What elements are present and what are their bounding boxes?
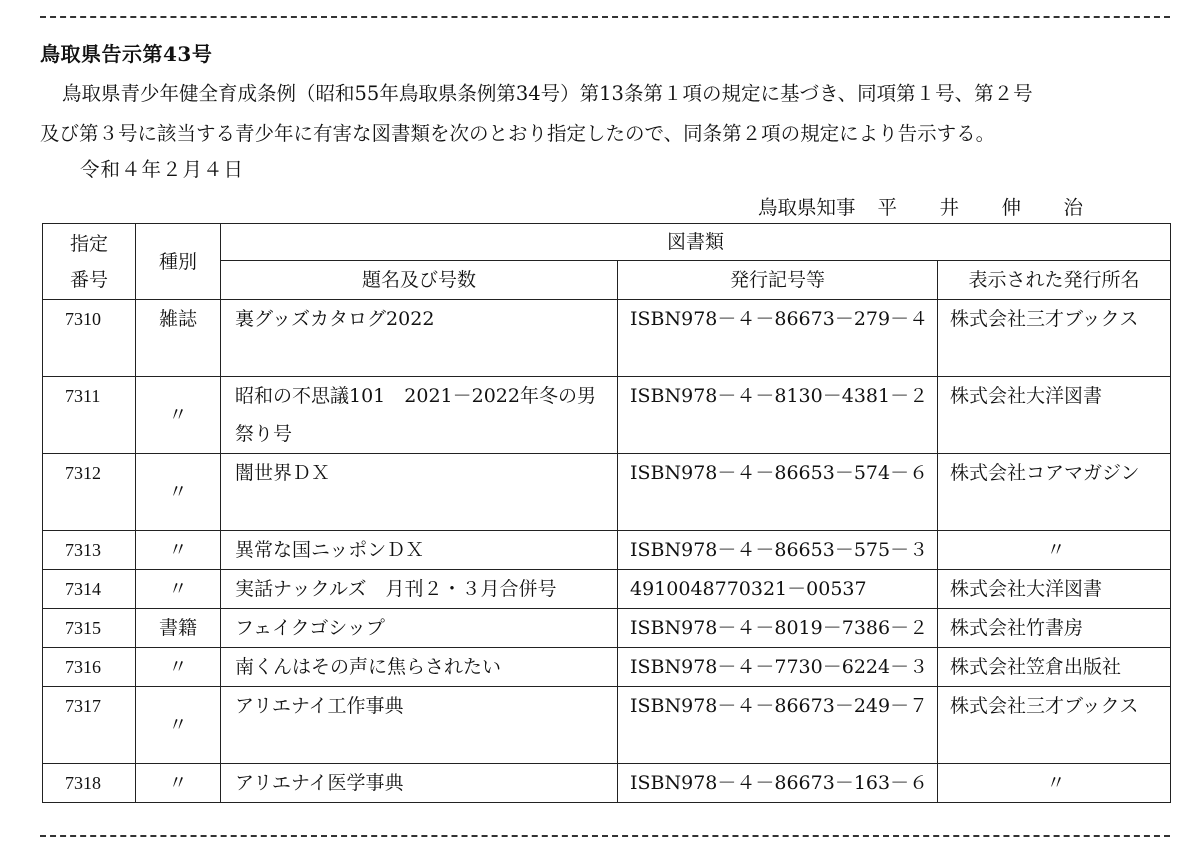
table-row xyxy=(43,764,1171,803)
cell-publisher: 株式会社三才ブックス xyxy=(938,300,1171,377)
cell-code: ISBN978－４－86673－163－６ xyxy=(618,764,938,803)
cell-kind: 〃 xyxy=(136,377,221,454)
cell-publisher: 株式会社三才ブックス xyxy=(938,687,1171,764)
cell-title: アリエナイ医学事典 xyxy=(221,764,618,803)
cell-title: 実話ナックルズ 月刊２・３月合併号 xyxy=(221,570,618,609)
cell-code: ISBN978－４－8019－7386－２ xyxy=(618,609,938,648)
cell-number: 7313 xyxy=(43,531,136,570)
header-designation-number xyxy=(43,224,136,300)
table-row xyxy=(43,300,1171,377)
cell-title: 昭和の不思議101 2021－2022年冬の男祭り号 xyxy=(221,377,618,454)
cell-number: 7310 xyxy=(43,300,136,377)
signer-name-char: 井 xyxy=(939,196,960,219)
signer-name-char: 治 xyxy=(1063,196,1084,219)
notice-body-line-2: 及び第３号に該当する青少年に有害な図書類を次のとおり指定したので、同条第２項の規定により告示する。 xyxy=(40,122,996,145)
cell-title: 闇世界ＤＸ xyxy=(221,454,618,531)
cell-code: ISBN978－４－8130－4381－２ xyxy=(618,377,938,454)
cell-publisher: 株式会社コアマガジン xyxy=(938,454,1171,531)
header-kind: 種別 xyxy=(136,224,221,300)
header-publisher: 表示された発行所名 xyxy=(938,261,1171,300)
signer-office: 鳥取県知事 xyxy=(758,196,856,219)
cell-code: ISBN978－４－7730－6224－３ xyxy=(618,648,938,687)
table-row xyxy=(43,609,1171,648)
header-number-line2: 番号 xyxy=(69,268,108,291)
table-row xyxy=(43,570,1171,609)
notice-title: 鳥取県告示第43号 xyxy=(40,42,213,66)
cell-code: ISBN978－４－86653－575－３ xyxy=(618,531,938,570)
cell-publisher: 株式会社竹書房 xyxy=(938,609,1171,648)
cell-code: ISBN978－４－86673－249－７ xyxy=(618,687,938,764)
header-title: 題名及び号数 xyxy=(221,261,618,300)
cell-title: アリエナイ工作事典 xyxy=(221,687,618,764)
cell-title: 異常な国ニッポンＤＸ xyxy=(221,531,618,570)
cell-kind: 〃 xyxy=(136,648,221,687)
table-row xyxy=(43,377,1171,454)
cell-publisher: 株式会社笠倉出版社 xyxy=(938,648,1171,687)
notice-date: 令和４年２月４日 xyxy=(80,158,245,181)
top-dashed-rule xyxy=(40,16,1170,18)
cell-publisher: 〃 xyxy=(938,531,1171,570)
designated-books-table xyxy=(42,223,1171,803)
signature-line xyxy=(758,192,1126,220)
cell-title: 南くんはその声に焦らされたい xyxy=(221,648,618,687)
cell-kind: 雑誌 xyxy=(136,300,221,377)
cell-number: 7312 xyxy=(43,454,136,531)
cell-number: 7318 xyxy=(43,764,136,803)
cell-publisher: 株式会社大洋図書 xyxy=(938,377,1171,454)
table-row xyxy=(43,531,1171,570)
cell-kind: 書籍 xyxy=(136,609,221,648)
table-row xyxy=(43,687,1171,764)
signer-name-char: 伸 xyxy=(1001,196,1022,219)
cell-kind: 〃 xyxy=(136,531,221,570)
notice-body-line-1: 鳥取県青少年健全育成条例（昭和55年鳥取県条例第34号）第13条第１項の規定に基づき、同項第１号、第２号 xyxy=(62,82,1033,105)
cell-number: 7315 xyxy=(43,609,136,648)
table-row xyxy=(43,648,1171,687)
cell-publisher: 株式会社大洋図書 xyxy=(938,570,1171,609)
cell-code: ISBN978－４－86653－574－６ xyxy=(618,454,938,531)
bottom-dashed-rule xyxy=(40,835,1170,837)
cell-kind: 〃 xyxy=(136,570,221,609)
header-code: 発行記号等 xyxy=(618,261,938,300)
header-number-line1: 指定 xyxy=(69,232,108,255)
cell-kind: 〃 xyxy=(136,687,221,764)
table-row xyxy=(43,454,1171,531)
cell-kind: 〃 xyxy=(136,454,221,531)
cell-title: 裏グッズカタログ2022 xyxy=(221,300,618,377)
cell-number: 7317 xyxy=(43,687,136,764)
cell-number: 7314 xyxy=(43,570,136,609)
cell-publisher: 〃 xyxy=(938,764,1171,803)
cell-number: 7316 xyxy=(43,648,136,687)
cell-title: フェイクゴシップ xyxy=(221,609,618,648)
cell-kind: 〃 xyxy=(136,764,221,803)
header-books-group: 図書類 xyxy=(221,224,1171,261)
cell-code: 4910048770321－00537 xyxy=(618,570,938,609)
signer-name-char: 平 xyxy=(877,196,898,219)
cell-number: 7311 xyxy=(43,377,136,454)
cell-code: ISBN978－４－86673－279－４ xyxy=(618,300,938,377)
